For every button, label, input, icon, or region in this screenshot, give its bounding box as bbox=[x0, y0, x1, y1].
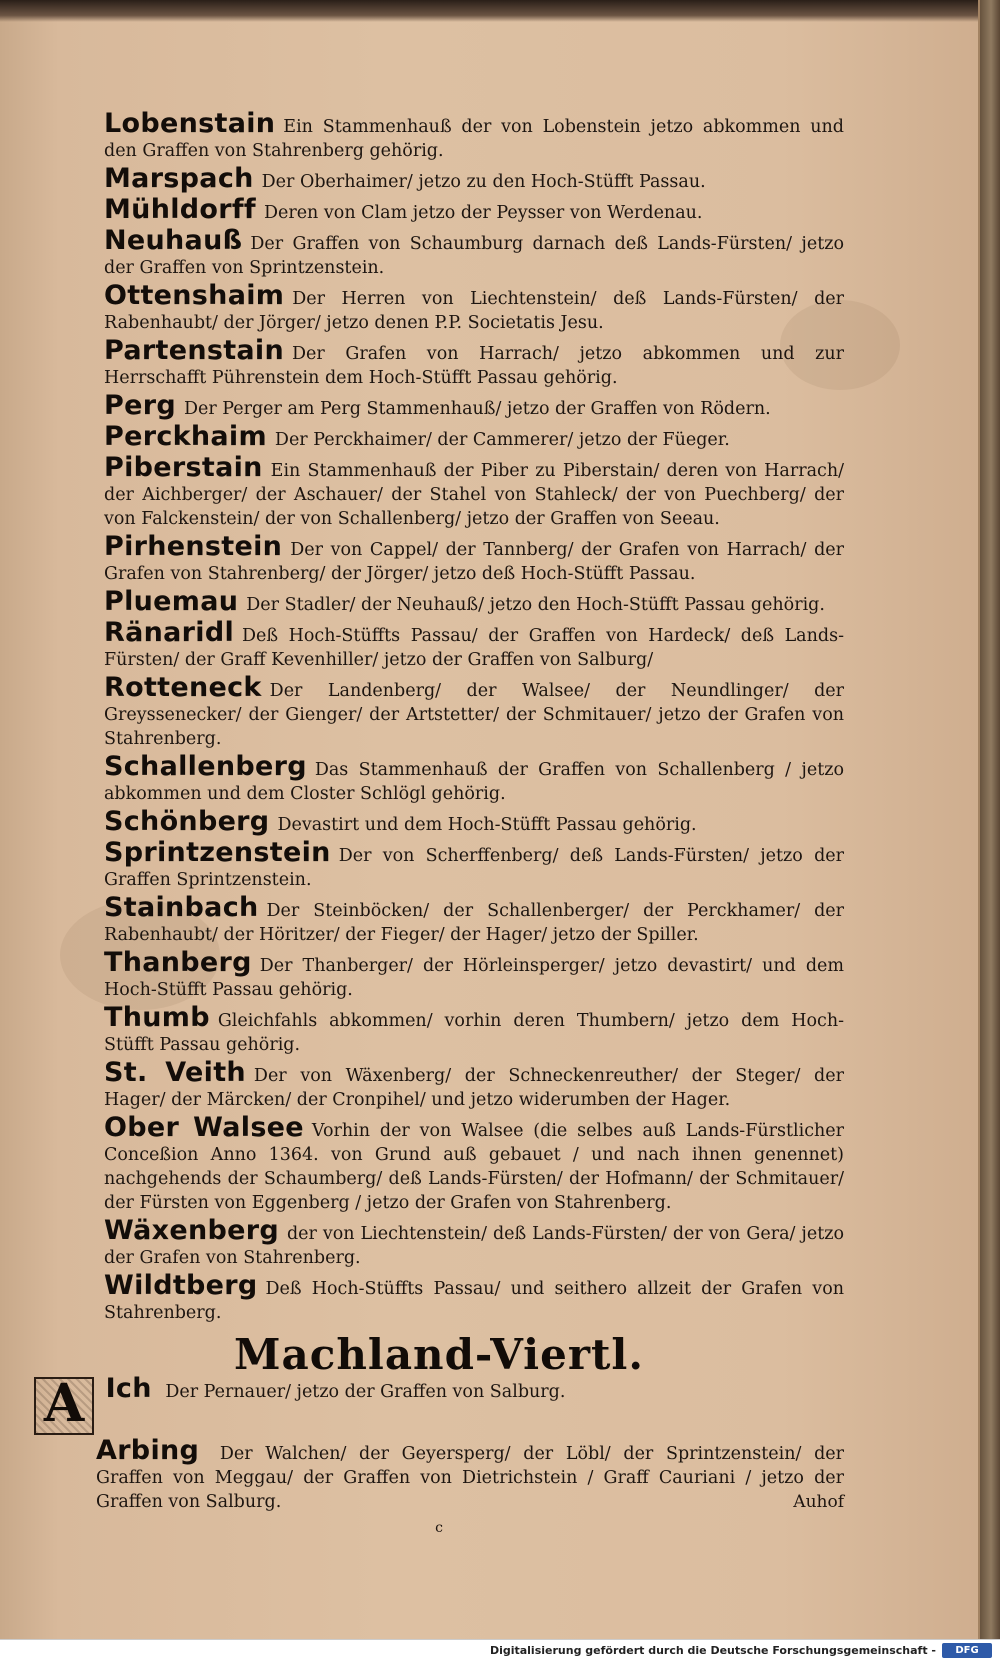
entry-place: St. Veith bbox=[104, 1057, 246, 1088]
entry-desc: Der Steinböcken/ der Schallenberger/ der Perckhamer/ der Rabenhaubt/ der Höritzer/ der Fieger/ der Hager/ jetzo der Spiller. bbox=[104, 901, 844, 945]
entry bbox=[34, 163, 844, 194]
text-block bbox=[34, 108, 844, 1540]
entry-place: Wäxenberg bbox=[104, 1215, 279, 1246]
entry-desc: Deren von Clam jetzo der Peysser von Werdenau. bbox=[263, 203, 703, 223]
section-entry bbox=[34, 1435, 844, 1514]
entry-desc: Der Stadler/ der Neuhauß/ jetzo den Hoch-Stüfft Passau gehörig. bbox=[246, 595, 825, 615]
entry-desc: Der von Wäxenberg/ der Schneckenreuther/ der Steger/ der Hager/ der Märcken/ der Cronpihel/ und jetzo widerumben der Hager. bbox=[104, 1066, 844, 1110]
entry-place: Neuhauß bbox=[104, 225, 243, 256]
entry-desc: Der von Cappel/ der Tannberg/ der Grafen von Harrach/ der Grafen von Stahrenberg/ der Jörger/ jetzo deß Hoch-Stüfft Passau. bbox=[104, 540, 844, 584]
page-top-shadow bbox=[0, 0, 978, 22]
dfg-logo: DFG bbox=[942, 1643, 992, 1658]
entry-place: Marspach bbox=[104, 163, 254, 194]
entry-place: Rotteneck bbox=[104, 672, 262, 703]
entry-place: Ich bbox=[105, 1373, 152, 1404]
entry-place: Wildtberg bbox=[104, 1270, 258, 1301]
entry bbox=[34, 672, 844, 751]
section-entry bbox=[34, 1373, 844, 1435]
catchword: Auhof bbox=[793, 1492, 844, 1512]
entry-desc: Der von Scherffenberg/ deß Lands-Fürsten/ jetzo der Graffen Sprintzenstein. bbox=[104, 846, 844, 890]
entry-place: Pluemau bbox=[104, 586, 239, 617]
footer-credit: Digitalisierung gefördert durch die Deutsche Forschungsgemeinschaft - bbox=[489, 1644, 936, 1657]
entry-desc: Der Pernauer/ jetzo der Graffen von Salburg. bbox=[165, 1382, 566, 1402]
entry-place: Mühldorff bbox=[104, 194, 256, 225]
entry bbox=[34, 335, 844, 390]
entry-place: Ränaridl bbox=[104, 617, 235, 648]
entry-place: Ober Walsee bbox=[104, 1112, 304, 1143]
entry-desc: Gleichfahls abkommen/ vorhin deren Thumbern/ jetzo dem Hoch-Stüfft Passau gehörig. bbox=[104, 1011, 844, 1055]
entry-desc: der von Liechtenstein/ deß Lands-Fürsten/ der von Gera/ jetzo der Grafen von Stahrenberg. bbox=[104, 1224, 844, 1268]
entry bbox=[34, 421, 844, 452]
signature-mark: c bbox=[435, 1520, 443, 1536]
entry-desc: Deß Hoch-Stüffts Passau/ der Graffen von Hardeck/ deß Lands-Fürsten/ der Graff Kevenhiller/ jetzo der Graffen von Salburg/ bbox=[104, 626, 844, 670]
entry-place: Sprintzenstein bbox=[104, 837, 331, 868]
entry-desc: Vorhin der von Walsee (die selbes auß Lands-Fürstlicher Conceßion Anno 1364. von Grund auß gebauet / und nach ihnen genennet) nachgehends der Schaumberg/ deß Lands-Fürsten/ der Hofmann/ der Schmitauer/ der Fürsten von Eggenberg / jetzo der Grafen von Stahrenberg. bbox=[104, 1121, 844, 1213]
entry-place: Schallenberg bbox=[104, 751, 307, 782]
entry-place: Thumb bbox=[104, 1002, 210, 1033]
entry bbox=[34, 1002, 844, 1057]
entry-desc: Der Landenberg/ der Walsee/ der Neundlinger/ der Greyssenecker/ der Gienger/ der Artstetter/ der Schmitauer/ jetzo der Grafen von Stahrenberg. bbox=[104, 681, 844, 749]
entry-desc: Devastirt und dem Hoch-Stüfft Passau gehörig. bbox=[277, 815, 697, 835]
entry-desc: Ein Stammenhauß der von Lobenstein jetzo abkommen und den Graffen von Stahrenberg gehörig. bbox=[104, 117, 844, 161]
entry bbox=[34, 1057, 844, 1112]
entry-desc: Der Herren von Liechtenstein/ deß Lands-Fürsten/ der Rabenhaubt/ der Jörger/ jetzo denen P.P. Societatis Jesu. bbox=[104, 289, 844, 333]
entry-list bbox=[34, 108, 844, 1325]
entry-place: Arbing bbox=[96, 1435, 200, 1466]
entry bbox=[34, 617, 844, 672]
entry bbox=[34, 892, 844, 947]
entry bbox=[34, 837, 844, 892]
entry bbox=[34, 751, 844, 806]
entry bbox=[34, 280, 844, 335]
drop-cap: A bbox=[34, 1377, 94, 1435]
entry-place: Perckhaim bbox=[104, 421, 267, 452]
entry-place: Lobenstain bbox=[104, 108, 276, 139]
entry bbox=[34, 108, 844, 163]
entry-place: Pirhenstein bbox=[104, 531, 283, 562]
footer-bar bbox=[0, 1639, 1000, 1662]
entry-place: Ottenshaim bbox=[104, 280, 285, 311]
entry bbox=[34, 1215, 844, 1270]
entry bbox=[34, 194, 844, 225]
entry-desc: Das Stammenhauß der Graffen von Schallenberg / jetzo abkommen und dem Closter Schlögl gehörig. bbox=[104, 760, 844, 804]
entry bbox=[34, 531, 844, 586]
entry-desc: Der Perckhaimer/ der Cammerer/ jetzo der Füeger. bbox=[274, 430, 730, 450]
entry bbox=[34, 1112, 844, 1215]
entry-place: Perg bbox=[104, 390, 176, 421]
entry bbox=[34, 586, 844, 617]
entry-desc: Der Walchen/ der Geyersperg/ der Löbl/ der Sprintzenstein/ der Graffen von Meggau/ der Graffen von Dietrichstein / Graff Cauriani / jetzo der Graffen von Salburg. bbox=[96, 1444, 844, 1512]
entry-place: Thanberg bbox=[104, 947, 252, 978]
entry bbox=[34, 390, 844, 421]
section-title: Machland-Viertl. bbox=[234, 1330, 644, 1379]
entry-desc: Der Thanberger/ der Hörleinsperger/ jetzo devastirt/ und dem Hoch-Stüfft Passau gehörig. bbox=[104, 956, 844, 1000]
entry-desc: Ein Stammenhauß der Piber zu Piberstain/ deren von Harrach/ der Aichberger/ der Aschauer/ der Stahel von Stahleck/ der von Puechberg/ der von Falckenstein/ der von Schallenberg/ jetzo der Graffen von Seeau. bbox=[104, 461, 844, 529]
entry-place: Stainbach bbox=[104, 892, 259, 923]
entry-desc: Deß Hoch-Stüffts Passau/ und seithero allzeit der Grafen von Stahrenberg. bbox=[104, 1279, 844, 1323]
entry bbox=[34, 225, 844, 280]
entry bbox=[34, 806, 844, 837]
entry-place: Schönberg bbox=[104, 806, 270, 837]
entry-desc: Der Perger am Perg Stammenhauß/ jetzo der Graffen von Rödern. bbox=[183, 399, 771, 419]
entry bbox=[34, 452, 844, 531]
entry-desc: Der Grafen von Harrach/ jetzo abkommen und zur Herrschafft Pührenstein dem Hoch-Stüfft Passau gehörig. bbox=[104, 344, 844, 388]
entry bbox=[34, 1270, 844, 1325]
entry-place: Partenstain bbox=[104, 335, 285, 366]
entry-desc: Der Graffen von Schaumburg darnach deß Lands-Fürsten/ jetzo der Graffen von Sprintzenstein. bbox=[104, 234, 844, 278]
entry bbox=[34, 947, 844, 1002]
entry-place: Piberstain bbox=[104, 452, 263, 483]
entry-desc: Der Oberhaimer/ jetzo zu den Hoch-Stüfft Passau. bbox=[261, 172, 706, 192]
